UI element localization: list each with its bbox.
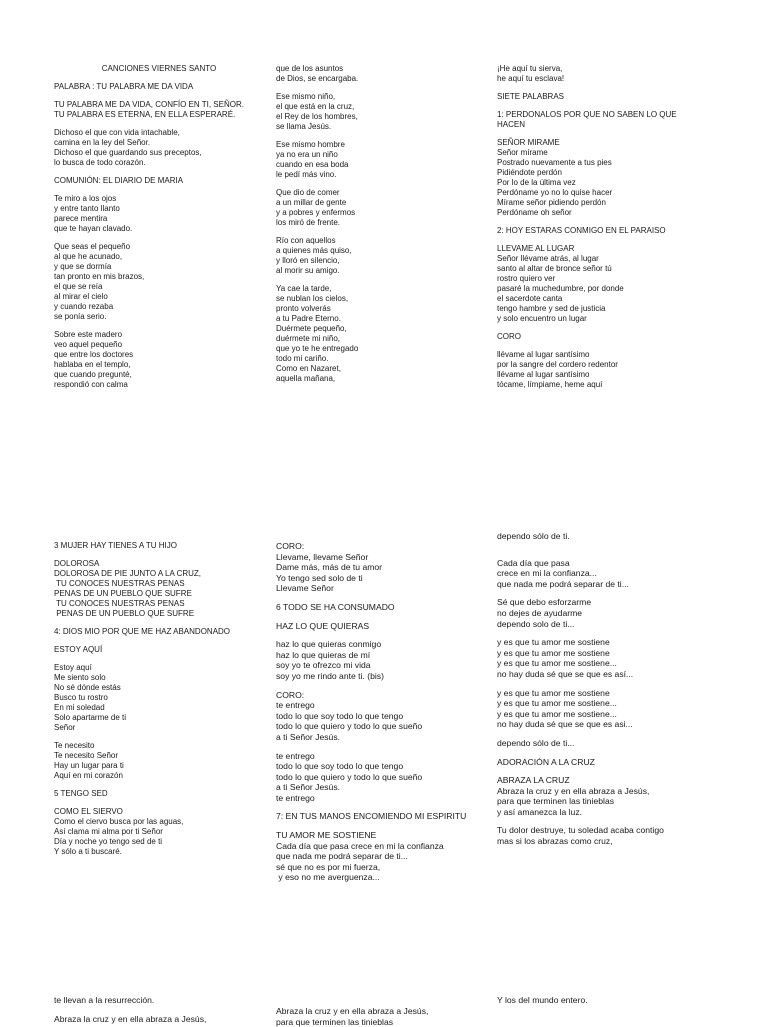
text-line: 4: DIOS MIO POR QUE ME HAZ ABANDONADO	[54, 627, 231, 636]
text-line: 3 MUJER HAY TIENES A TU HIJO	[54, 541, 177, 550]
line-spacer	[276, 631, 491, 639]
text-line: dependo sólo de ti.	[497, 531, 570, 541]
text-line: 1: PERDONALOS POR QUE NO SABEN LO QUE	[497, 110, 677, 119]
text-line: Cada día que pasa crece en mi la confianza	[276, 840, 444, 851]
text-line: el que está en la cruz,	[276, 102, 355, 111]
text-line: Pidiéndote perdón	[497, 168, 562, 177]
text-line: lo busca de todo corazón.	[54, 158, 146, 167]
text-line: Duérmete pequeño,	[276, 324, 347, 333]
text-line: llévame al lugar santísimo	[497, 350, 590, 359]
text-line: parece mentira	[54, 214, 108, 223]
text-line: Tu dolor destruye, tu soledad acaba contigo	[497, 825, 664, 836]
text-line: Ese mismo niño,	[276, 92, 336, 101]
line-spacer	[497, 236, 717, 244]
text-line: Señor	[54, 723, 76, 732]
text-line: COMO EL SIERVO	[54, 807, 123, 816]
line-spacer	[497, 218, 717, 226]
text-line: TU AMOR ME SOSTIENE	[276, 830, 377, 841]
text-line: Cada día que pasa	[497, 557, 570, 568]
line-spacer	[54, 322, 264, 330]
text-line: al que he acunado,	[54, 252, 123, 261]
text-line: de Dios, se encargaba.	[276, 74, 359, 83]
line-spacer	[497, 84, 717, 92]
line-spacer	[276, 132, 476, 140]
text-line: sé que no es por mi fuerza,	[276, 861, 381, 872]
line-spacer	[276, 743, 491, 751]
text-line: ¡He aquí tu sierva,	[497, 64, 563, 73]
middle-column-3	[497, 531, 722, 847]
text-line: Dichoso el que guardando sus preceptos,	[54, 148, 202, 157]
text-line: Sobre este madero	[54, 330, 123, 339]
text-line: ya no era un niño	[276, 150, 338, 159]
text-line: Sé que debo esforzarme	[497, 597, 592, 608]
line-spacer	[54, 234, 264, 242]
text-line: veo aquel pequeño	[54, 340, 123, 349]
text-line: no hay duda sé que se que es asi...	[497, 719, 633, 730]
text-line: TU CONOCES NUESTRAS PENAS	[54, 579, 185, 588]
text-line: llévame al lugar santísimo	[497, 370, 590, 379]
line-spacer	[54, 92, 264, 100]
text-line: dependo solo de ti...	[497, 618, 575, 629]
line-spacer	[54, 168, 264, 176]
text-line: que nada me podrá separar de ti...	[276, 851, 408, 862]
text-line: Dichoso el que con vida intachable,	[54, 128, 180, 137]
text-line: duérmete mi niño,	[276, 334, 341, 343]
text-line: que yo te he entregado	[276, 344, 359, 353]
line-spacer	[497, 767, 722, 775]
bottom-column-1	[54, 995, 269, 1024]
text-line: Te miro a los ojos	[54, 194, 117, 203]
text-line: respondió con calma	[54, 380, 128, 389]
text-line: Y los del mundo entero.	[497, 995, 588, 1005]
line-spacer	[497, 550, 722, 558]
line-spacer	[54, 619, 269, 627]
text-line: PENAS DE UN PUEBLO QUE SUFRE	[54, 609, 195, 618]
text-line: Perdóname oh señor	[497, 208, 572, 217]
line-spacer	[276, 228, 476, 236]
line-spacer	[497, 589, 722, 597]
text-line: TU PALABRA ES ETERNA, EN ELLA ESPERARÉ.	[54, 110, 236, 119]
text-line: ABRAZA LA CRUZ	[497, 775, 570, 786]
text-line: y así amanezca la luz.	[497, 806, 583, 817]
text-line: le pedí más vino.	[276, 170, 337, 179]
text-line: a quienes más quiso,	[276, 246, 352, 255]
text-line: Abraza la cruz y en ella abraza a Jesús,	[276, 1006, 429, 1016]
text-line: y es que tu amor me sostiene...	[497, 708, 617, 719]
text-line: que entre los doctores	[54, 350, 134, 359]
text-line: y es que tu amor me sostiene...	[497, 698, 617, 709]
line-spacer	[276, 594, 491, 602]
text-line: todo lo que quiero y todo lo que sueño	[276, 721, 423, 732]
line-spacer	[54, 74, 264, 82]
text-line: a ti Señor Jesús.	[276, 731, 341, 742]
line-spacer	[276, 84, 476, 92]
text-line: dependo sólo de ti...	[497, 737, 575, 748]
line-spacer	[497, 730, 722, 738]
text-line: y a pobres y enfermos	[276, 208, 356, 217]
text-line: 5 TENGO SED	[54, 789, 108, 798]
text-line: el sacerdote canta	[497, 294, 563, 303]
text-line: no hay duda sé que se que es así...	[497, 668, 634, 679]
document-title: CANCIONES VIERNES SANTO	[101, 64, 217, 73]
text-line: tan pronto en mis brazos,	[54, 272, 145, 281]
text-line: Te necesito Señor	[54, 751, 119, 760]
line-spacer	[497, 749, 722, 757]
text-line: Dame más, más de tu amor	[276, 562, 383, 573]
text-line: y solo encuentro un lugar	[497, 314, 587, 323]
text-line: y entre tanto llanto	[54, 204, 120, 213]
text-line: Día y noche yo tengo sed de ti	[54, 837, 163, 846]
text-line: todo lo que quiero y todo lo que sueño	[276, 771, 423, 782]
text-line: y es que tu amor me sostiene	[497, 637, 610, 648]
text-line: Así clama mi alma por ti Señor	[54, 827, 163, 836]
text-line: te entrego	[276, 750, 315, 761]
line-spacer	[497, 324, 717, 332]
text-line: rostro quiero ver	[497, 274, 556, 283]
text-line: se nublan los cielos,	[276, 294, 349, 303]
text-line: DOLOROSA DE PIE JUNTO A LA CRUZ,	[54, 569, 202, 578]
text-line: al mirar el cielo	[54, 292, 108, 301]
text-line: y es que tu amor me sostiene	[497, 647, 610, 658]
text-line: PENAS DE UN PUEBLO QUE SUFRE	[54, 589, 192, 598]
text-line: por la sangre del cordero redentor	[497, 360, 618, 369]
text-line: te entrego	[276, 700, 315, 711]
text-line: haz lo que quieras conmigo	[276, 639, 382, 650]
text-line: CORO	[497, 332, 521, 341]
text-line: se llama Jesús.	[276, 122, 332, 131]
line-spacer	[54, 799, 269, 807]
text-line: todo mi cariño.	[276, 354, 329, 363]
text-line: los miró de frente.	[276, 218, 341, 227]
text-line: que te hayan clavado.	[54, 224, 133, 233]
text-line: Ya cae la tarde,	[276, 284, 332, 293]
text-line: que de los asuntos	[276, 64, 344, 73]
text-line: todo lo que soy todo lo que tengo	[276, 710, 404, 721]
top-column-1	[54, 64, 264, 390]
text-line: aquella mañana,	[276, 374, 336, 383]
text-line: ADORACIÓN A LA CRUZ	[497, 756, 595, 767]
line-spacer	[54, 655, 269, 663]
text-line: hablaba en el templo,	[54, 360, 131, 369]
line-spacer	[54, 637, 269, 645]
text-line: Abraza la cruz y en ella abraza a Jesús,	[54, 1013, 207, 1024]
text-line: 6 TODO SE HA CONSUMADO	[276, 601, 395, 612]
text-line: soy yo me rindo ante ti. (bis)	[276, 670, 384, 681]
text-line: 2: HOY ESTARAS CONMIGO EN EL PARAISO	[497, 226, 666, 235]
text-line: a tu Padre Eterno.	[276, 314, 341, 323]
text-line: santo al altar de bronce señor tú	[497, 264, 612, 273]
bottom-column-3	[497, 995, 712, 1006]
text-line: No sé dónde estás	[54, 683, 121, 692]
text-line: tócame, límpiame, heme aquí	[497, 380, 603, 389]
text-line: Río con aquellos	[276, 236, 336, 245]
line-spacer	[276, 822, 491, 830]
line-spacer	[497, 342, 717, 350]
line-spacer	[276, 803, 491, 811]
text-line: mas si los abrazas como cruz,	[497, 836, 613, 847]
text-line: SIETE PALABRAS	[497, 92, 564, 101]
line-spacer	[497, 817, 722, 825]
text-line: En mi soledad	[54, 703, 105, 712]
text-line: TU CONOCES NUESTRAS PENAS	[54, 599, 185, 608]
line-spacer	[54, 120, 264, 128]
text-line: Aquí en mi corazón	[54, 771, 123, 780]
text-line: Por lo de la última vez	[497, 178, 576, 187]
text-line: CORO:	[276, 541, 305, 551]
text-line: Como el ciervo busca por las aguas,	[54, 817, 184, 826]
text-line: no dejes de ayudarme	[497, 607, 583, 618]
text-line: Perdóname yo no lo quise hacer	[497, 188, 613, 197]
text-line: a ti Señor Jesús.	[276, 782, 341, 793]
text-line: para que terminen las tinieblas	[276, 1016, 394, 1027]
text-line: soy yo te ofrezco mi vida	[276, 660, 371, 671]
text-line: PALABRA : TU PALABRA ME DA VIDA	[54, 82, 194, 91]
line-spacer	[497, 130, 717, 138]
text-line: y es que tu amor me sostiene...	[497, 658, 617, 669]
text-line: que cuando pregunté,	[54, 370, 132, 379]
text-line: a un millar de gente	[276, 198, 347, 207]
text-line: y es que tu amor me sostiene	[497, 687, 610, 698]
text-line: Ese mismo hombre	[276, 140, 345, 149]
top-column-3	[497, 64, 717, 390]
text-line: Postrado nuevamente a tus pies	[497, 158, 612, 167]
text-line: crece en mi la confianza...	[497, 568, 597, 579]
line-spacer	[54, 186, 264, 194]
text-line: Hay un lugar para ti	[54, 761, 124, 770]
line-spacer	[497, 680, 722, 688]
text-line: Solo apartarme de ti	[54, 713, 127, 722]
text-line: todo lo que soy todo lo que tengo	[276, 761, 404, 772]
line-spacer	[54, 551, 269, 559]
text-line: y que se dormía	[54, 262, 112, 271]
middle-column-2	[276, 541, 491, 883]
text-line: Señor llévame atrás, al lugar	[497, 254, 599, 263]
text-line: COMUNIÓN: EL DIARIO DE MARIA	[54, 176, 184, 185]
text-line: el Rey de los hombres,	[276, 112, 358, 121]
text-line: al morir su amigo.	[276, 266, 340, 275]
text-line: el que se reía	[54, 282, 103, 291]
text-line: HAZ LO QUE QUIERAS	[276, 620, 370, 631]
line-spacer	[54, 1006, 269, 1014]
text-line: y cuando rezaba	[54, 302, 114, 311]
line-spacer	[54, 733, 269, 741]
line-spacer	[276, 613, 491, 621]
text-line: LLEVAME AL LUGAR	[497, 244, 575, 253]
text-line: Te necesito	[54, 741, 95, 750]
text-line: DOLOROSA	[54, 559, 100, 568]
text-line: TU PALABRA ME DA VIDA, CONFÍO EN TI, SEÑOR.	[54, 100, 244, 109]
line-spacer	[276, 276, 476, 284]
text-line: te entrego	[276, 792, 315, 803]
text-line: y eso no me averguenza...	[276, 872, 380, 883]
line-spacer	[497, 629, 722, 637]
text-line: Mírame señor pidiendo perdón	[497, 198, 606, 207]
text-line: pasaré la muchedumbre, por donde	[497, 284, 624, 293]
text-line: Como en Nazaret,	[276, 364, 341, 373]
text-line: Yo tengo sed solo de ti	[276, 572, 363, 583]
text-line: te llevan a la resurrección.	[54, 995, 155, 1005]
text-line: que nada me podrá separar de ti...	[497, 578, 629, 589]
text-line: Que seas el pequeño	[54, 242, 131, 251]
line-spacer	[497, 542, 722, 550]
text-line: Llevame, llevame Señor	[276, 551, 369, 562]
text-line: Me siento solo	[54, 673, 106, 682]
text-line: cuando en esa boda	[276, 160, 349, 169]
text-line: Llevame Señor	[276, 583, 334, 594]
text-line: camina en la ley del Señor.	[54, 138, 151, 147]
line-spacer	[54, 781, 269, 789]
text-line: ESTOY AQUÍ	[54, 645, 103, 654]
text-line: pronto volverás	[276, 304, 331, 313]
text-line: HACEN	[497, 120, 526, 129]
text-line: Busco tu rostro	[54, 693, 108, 702]
line-spacer	[276, 180, 476, 188]
line-spacer	[276, 682, 491, 690]
text-line: se ponía serio.	[54, 312, 107, 321]
text-line: 7: EN TUS MANOS ENCOMIENDO MI ESPIRITU	[276, 811, 467, 822]
text-line: haz lo que quieras de mí	[276, 649, 371, 660]
text-line: Y sólo a ti buscaré.	[54, 847, 122, 856]
text-line: Señor mírame	[497, 148, 548, 157]
text-line: Estoy aquí	[54, 663, 92, 672]
middle-column-1	[54, 541, 269, 857]
text-line: y lloró en silencio,	[276, 256, 340, 265]
text-line: CORO:	[276, 689, 305, 700]
text-line: he aquí tu esclava!	[497, 74, 565, 83]
line-spacer	[497, 102, 717, 110]
text-line: tengo hambre y sed de justicia	[497, 304, 606, 313]
text-line: Que dio de comer	[276, 188, 340, 197]
text-line: Abraza la cruz y en ella abraza a Jesús,	[497, 785, 650, 796]
text-line: SEÑOR MIRAME	[497, 138, 560, 147]
text-line: para que terminen las tinieblas	[497, 796, 615, 807]
top-column-2	[276, 64, 476, 384]
